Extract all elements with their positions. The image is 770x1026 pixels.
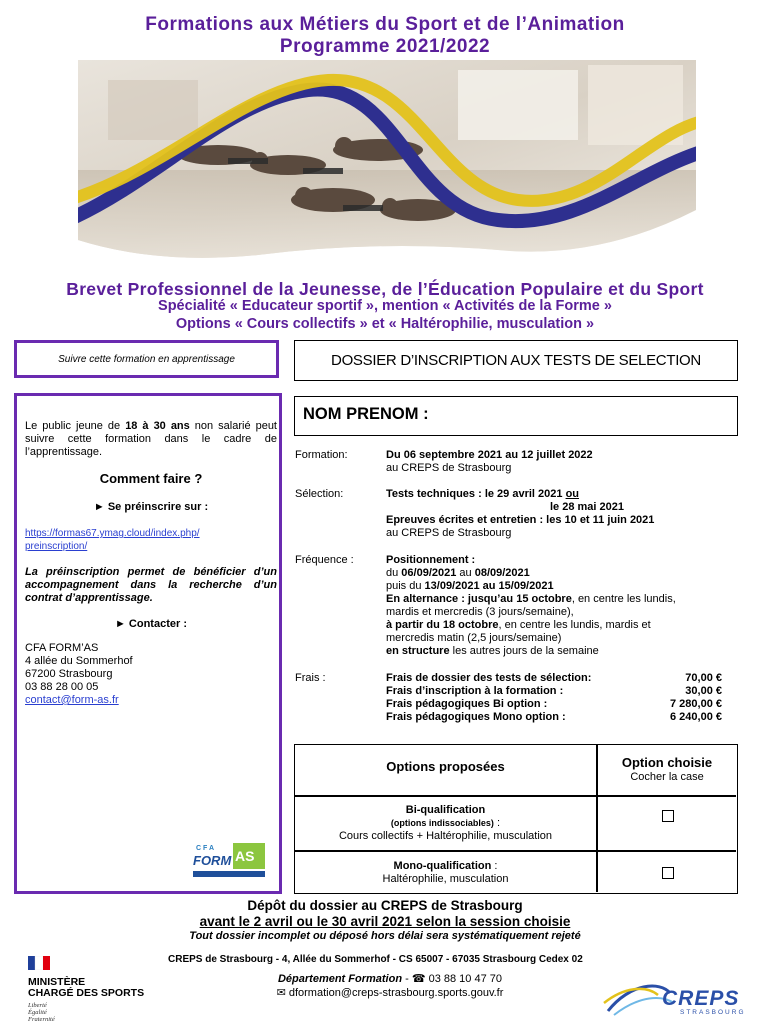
dossier-box: [294, 340, 738, 381]
creps-address: CREPS de Strasbourg - 4, Allée du Sommerhof - CS 65007 - 67035 Strasbourg Cedex 02: [168, 954, 583, 965]
page-title: Formations aux Métiers du Sport et de l’Animation: [145, 14, 625, 35]
mono-title: Mono-qualification: [393, 860, 492, 872]
positionnement: Positionnement :: [386, 554, 476, 566]
ministere-logo: [28, 956, 178, 1023]
contact-org: CFA FORM’AS: [25, 642, 99, 654]
dept-name: Département Formation: [277, 973, 403, 985]
row-bi-qualification: [295, 804, 596, 843]
contact-block: [25, 642, 277, 707]
formation-label: Formation:: [295, 449, 348, 461]
alt4: mercredis matin (2,5 jours/semaine): [386, 632, 562, 644]
formation-value: [386, 449, 738, 475]
fee-amount: 7 280,00 €: [670, 698, 722, 710]
devise-2: Égalité: [28, 1009, 47, 1016]
pos2-a: puis du: [386, 580, 425, 592]
selection-epreuves: Epreuves écrites et entretien : les 10 et 11 juin 2021: [386, 514, 655, 526]
alt2: mardis et mercredis (3 jours/semaine),: [386, 606, 574, 618]
preinscription-label: ► Se préinscrire sur :: [93, 501, 209, 513]
fee-row: [386, 685, 722, 698]
alt5-bold: en structure: [386, 645, 450, 657]
logo-bar: [193, 871, 265, 877]
fee-label: Frais de dossier des tests de sélection:: [386, 672, 592, 684]
contact-phone: 03 88 28 00 05: [25, 681, 99, 693]
dept-email[interactable]: ✉ dformation@creps-strasbourg.sports.gouv.fr: [276, 987, 504, 999]
how-title: Comment faire ?: [99, 471, 203, 486]
benefit-text: La préinscription permet de bénéficier d’un accompagnement dans la recherche d’un contrat d’apprentissage.: [25, 566, 277, 604]
pos1-d: 08/09/2021: [474, 567, 530, 579]
diploma-options: Options « Cours collectifs » et « Haltérophilie, musculation »: [175, 316, 595, 332]
preinscription-link-block[interactable]: [25, 527, 277, 553]
dept-phone: ☎ 03 88 10 47 70: [411, 973, 503, 985]
intro-text-1: Le public jeune de: [25, 420, 126, 432]
fee-label: Frais pédagogiques Mono option :: [386, 711, 566, 723]
pos2-b: 13/09/2021 au 15/09/2021: [424, 580, 554, 592]
fee-amount: 6 240,00 €: [670, 711, 722, 723]
fee-amount: 70,00 €: [685, 672, 722, 684]
formation-place: au CREPS de Strasbourg: [386, 462, 512, 474]
preinscription-link-line1[interactable]: https://formas67.ymag.cloud/index.php/: [25, 528, 200, 539]
contact-email[interactable]: contact@form-as.fr: [25, 694, 119, 706]
nom-prenom-box[interactable]: [294, 396, 738, 436]
intro-text-2: non salarié peut suivre cette formation dans le cadre de l’apprentissage.: [25, 420, 277, 458]
fee-amount: 30,00 €: [685, 685, 722, 697]
bi-title: Bi-qualification: [405, 804, 486, 816]
apprentissage-sidebar: [14, 393, 282, 894]
mono-title-after: :: [491, 860, 498, 872]
contact-label: ► Contacter :: [114, 618, 187, 630]
selection-label: Sélection:: [295, 488, 344, 500]
dossier-title: DOSSIER D’INSCRIPTION AUX TESTS DE SELECTION: [331, 352, 701, 369]
option-choisie-header: Option choisie: [621, 755, 713, 770]
page-subtitle: Programme 2021/2022: [279, 36, 491, 57]
ministere-line2: CHARGÉ DES SPORTS: [28, 987, 145, 999]
alt3-bold: à partir du 18 octobre: [386, 619, 499, 631]
contact-city: 67200 Strasbourg: [25, 668, 113, 680]
mono-detail: Haltérophilie, musculation: [382, 873, 509, 885]
depot-title: Dépôt du dossier au CREPS de Strasbourg: [247, 898, 523, 913]
fee-row: [386, 698, 722, 711]
pos1-a: du: [386, 567, 402, 579]
fee-row: [386, 672, 722, 685]
sidebar-intro: [25, 420, 277, 459]
pos1-b: 06/09/2021: [401, 567, 457, 579]
fee-label: Frais pédagogiques Bi option :: [386, 698, 548, 710]
selection-tests: Tests techniques : le 29 avril 2021: [386, 488, 566, 500]
nom-prenom-label: NOM PRENOM :: [303, 405, 429, 423]
alt3-rest: , en centre les lundis, mardis et: [498, 619, 651, 631]
devise-3: Fraternité: [28, 1016, 55, 1023]
logo-as-text: AS: [235, 848, 255, 864]
apprentissage-label: Suivre cette formation en apprentissage: [58, 353, 235, 365]
row-mono-qualification: [295, 860, 596, 886]
bi-note: (options indissociables): [390, 818, 494, 828]
alt1-bold: En alternance : jusqu’au 15 octobre: [386, 593, 572, 605]
options-header: Options proposées: [386, 759, 505, 774]
logo-cfa-text: CFA: [196, 845, 216, 852]
depot-deadline: avant le 2 avril ou le 30 avril 2021 selon la session choisie: [199, 914, 571, 929]
devise: [28, 1002, 178, 1023]
bi-qualification-checkbox[interactable]: [662, 810, 674, 822]
apprentissage-box: [14, 340, 279, 378]
mono-qualification-checkbox[interactable]: [662, 867, 674, 879]
frequence-label: Fréquence :: [295, 554, 354, 566]
frais-label: Frais :: [295, 672, 326, 684]
diploma-speciality: Spécialité « Educateur sportif », mention « Activités de la Forme »: [158, 298, 612, 314]
option-choisie-sub: Cocher la case: [630, 771, 704, 783]
creps-logo-sub: STRASBOURG: [680, 1009, 746, 1016]
intro-age: 18 à 30 ans: [125, 420, 190, 432]
bi-note-after: :: [493, 817, 501, 829]
contact-street: 4 allée du Sommerhof: [25, 655, 133, 667]
pos1-c: au: [456, 567, 475, 579]
logo-form-text: FORM: [193, 853, 232, 868]
selection-place: au CREPS de Strasbourg: [386, 527, 512, 539]
fees-list: [386, 672, 722, 724]
cfa-formas-logo: [193, 843, 265, 885]
devise-1: Liberté: [28, 1002, 47, 1009]
dept-sep: -: [402, 973, 412, 985]
fee-row: [386, 711, 722, 724]
selection-tests-2: le 28 mai 2021: [550, 501, 625, 513]
marianne-icon: [28, 956, 50, 970]
table-row-divider: [295, 850, 736, 852]
table-row-divider: [295, 795, 736, 797]
ministere-line1: MINISTÈRE: [28, 976, 86, 988]
hero-image: [78, 60, 696, 262]
preinscription-link-line2[interactable]: preinscription/: [25, 541, 88, 552]
options-table: [294, 744, 738, 894]
bi-detail: Cours collectifs + Haltérophilie, musculation: [338, 830, 553, 842]
selection-value: [386, 488, 738, 540]
selection-ou: ou: [565, 488, 580, 500]
creps-logo: [600, 973, 760, 1021]
depot-warning: Tout dossier incomplet ou déposé hors délai sera systématiquement rejeté: [189, 930, 581, 942]
formation-dates: Du 06 septembre 2021 au 12 juillet 2022: [386, 449, 593, 461]
alt1-rest: , en centre les lundis,: [571, 593, 676, 605]
alt5-rest: les autres jours de la semaine: [449, 645, 599, 657]
frequence-value: [386, 554, 738, 658]
creps-logo-text: CREPS: [662, 987, 740, 1010]
fee-label: Frais d’inscription à la formation :: [386, 685, 564, 697]
diploma-title: Brevet Professionnel de la Jeunesse, de l’Éducation Populaire et du Sport: [66, 279, 704, 299]
